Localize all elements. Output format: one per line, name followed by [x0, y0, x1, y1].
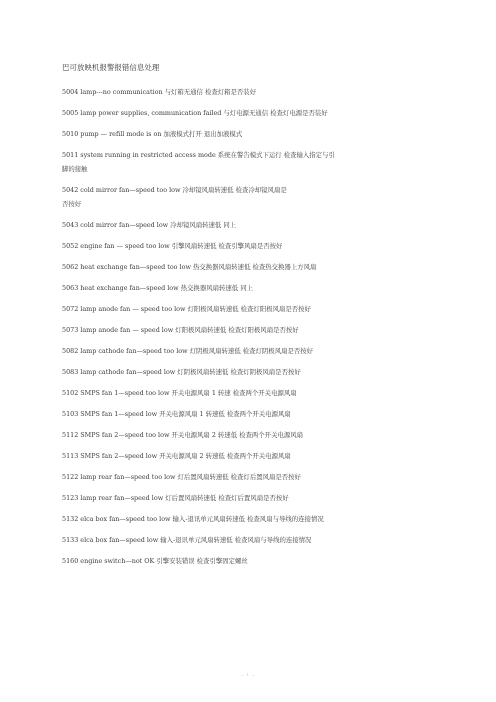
alarm-line-5005: 5005 lamp power supplies, communication failed 与灯电源无通信 检查灯电源是否装好: [62, 109, 328, 117]
alarm-line-5011-cont: 脚的接触: [62, 165, 88, 173]
alarm-line-5063: 5063 heat exchange fan—speed low 热交换器风扇转速低 同上: [62, 284, 253, 292]
alarm-line-5122: 5122 lamp rear fan—speed too low 灯后置风扇转速低 检查灯后置风扇是否按好: [62, 473, 301, 481]
alarm-line-5113: 5113 SMPS fan 2—speed low 开关电源风扇 2 转速低 检查两个开关电源风扇: [62, 452, 291, 460]
alarm-line-5052: 5052 engine fan — speed too low 引擎风扇转速低 检查引擎风扇是否按好: [62, 242, 283, 250]
page-footer: — 1 —: [240, 672, 256, 677]
alarm-line-5062: 5062 heat exchange fan—speed too low 热交换器风扇转速低 检查热交换器上方风扇: [62, 263, 317, 271]
alarm-line-5072: 5072 lamp anode fan — speed too low 灯阳极风扇转速低 检查灯阳极风扇是否按好: [62, 305, 311, 313]
alarm-line-5112: 5112 SMPS fan 2—speed too low 开关电源风扇 2 转速低 检查两个开关电源风扇: [62, 431, 304, 439]
alarm-line-5133: 5133 elca box fan—speed low 输入-退讯单元风扇转速低 检查风扇与导线的连接情况: [62, 536, 312, 544]
alarm-line-5042-cont: 否按好: [62, 200, 82, 208]
alarm-line-5043: 5043 cold mirror fan—speed low 冷却镜风扇转速低 同上: [62, 221, 237, 229]
document-title: 巴可放映机报警报错信息处理: [62, 63, 160, 72]
alarm-line-5082: 5082 lamp cathode fan—speed too low 灯阴极风扇转速低 检查灯阴极风扇是否按好: [62, 347, 314, 355]
alarm-line-5083: 5083 lamp cathode fan—speed low 灯阴极风扇转速低 检查灯阴极风扇是否按好: [62, 368, 301, 376]
alarm-line-5132: 5132 elca box fan—speed too low 输入-退讯单元风扇转速低 检查风扇与导线的连接情况: [62, 515, 324, 523]
alarm-line-5011: 5011 system running in restricted access mode 系统在警告模式下运行 检查输入指定与引: [62, 151, 335, 159]
alarm-line-5123: 5123 lamp rear fan—speed low 灯后置风扇转速低 检查灯后置风扇是否按好: [62, 494, 289, 502]
alarm-line-5073: 5073 lamp anode fan — speed low 灯阳极风扇转速低 检查灯阳极风扇是否按好: [62, 326, 299, 334]
alarm-line-5103: 5103 SMPS fan 1—speed low 开关电源风扇 1 转速低 检查两个开关电源风扇: [62, 410, 291, 418]
alarm-line-5010: 5010 pump — refill mode is on 加液模式打开 退出加液模式: [62, 130, 243, 138]
alarm-line-5004: 5004 lamp---no communication 与灯箱无通信 检查灯箱是否装好: [62, 88, 257, 96]
alarm-list: [62, 88, 462, 578]
alarm-line-5160: 5160 engine switch—not OK 引擎安装错误 检查引擎固定螺丝: [62, 557, 248, 565]
alarm-line-5102: 5102 SMPS fan 1—speed too low 开关电源风扇 1 转速 检查两个开关电源风扇: [62, 389, 297, 397]
alarm-line-5042: 5042 cold mirror fan—speed too low 冷却镜风扇转速低 检查冷却镜风扇是: [62, 186, 287, 194]
